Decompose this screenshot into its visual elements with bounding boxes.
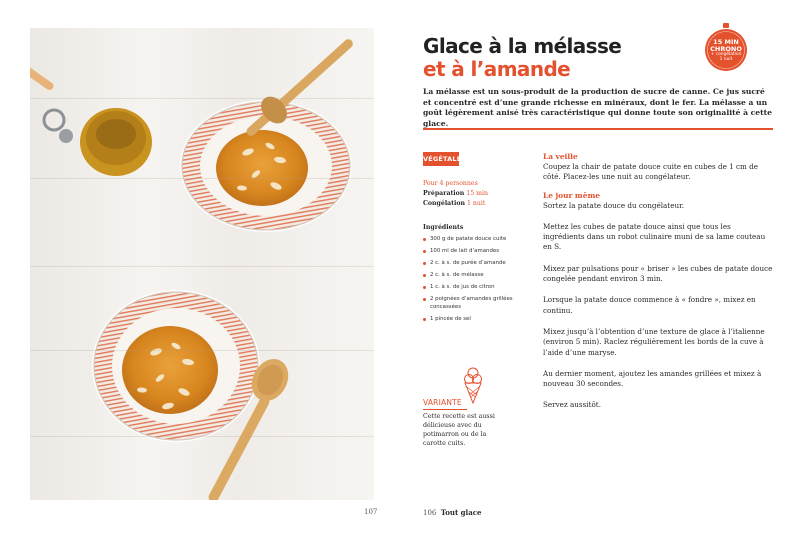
preparation-time: Préparation 15 min (423, 190, 488, 197)
step-heading: Le jour même (543, 190, 600, 200)
ice-cream-cone-icon (462, 366, 484, 404)
recipe-intro: La mélasse est un sous-produit de la production de sucre de canne. Ce jus sucré et concentré est d’une grande richesse en minéraux, dont le fer. La mélasse a un goût légèrement anisé très caractéristique qui donne toute son originalité à cette glace. (423, 87, 772, 128)
footer-book-title: Tout glace (440, 508, 482, 517)
bowl-top-right (180, 37, 355, 232)
ingredient-item: 100 ml de lait d’amandes (423, 247, 523, 255)
ingredient-item: 1 pincée de sel (423, 315, 523, 323)
ingredient-item: 2 c. à s. de purée d’amande (423, 259, 523, 267)
chrono-extra: + congélation (710, 52, 742, 57)
step-text: Mettez les cubes de patate douce ainsi que tous les ingrédients dans un robot culinaire muni de sa lame couteau en S. (543, 221, 766, 252)
page-footer (423, 508, 481, 517)
freezing-time: Congélation 1 nuit (423, 200, 486, 207)
recipe-title-line2: et à l’amande (423, 57, 571, 81)
step-text: Lorsque la patate douce commence à « fondre », mixez en continu. (543, 295, 756, 315)
chrono-time: 15 MIN (713, 38, 739, 46)
ingredient-item: 1 c. à s. de jus de citron (423, 283, 523, 291)
recipe-steps (543, 152, 773, 411)
variante-text: Cette recette est aussi délicieuse avec du potimarron ou de la carotte cuits. (423, 413, 495, 447)
footer-page-number: 106 (423, 509, 437, 517)
chrono-badge (701, 22, 751, 72)
step-text: Mixez jusqu’à l’obtention d’une texture de glace à l’italienne (environ 5 min). Raclez régulièrement les bords de la cuve à l’aide d’une maryse. (543, 326, 765, 357)
ingredient-item: 300 g de patate douce cuite (423, 235, 523, 243)
ingredients-title: Ingrédients (423, 224, 464, 231)
section-divider (423, 128, 773, 130)
ingredient-item: 2 poignées d’amandes grillées concassées (423, 295, 523, 311)
step-text: Servez aussitôt. (543, 400, 601, 410)
ice-cream-scoop-utensil (30, 64, 152, 176)
variante-title: VARIANTE (423, 398, 462, 407)
chrono-label: CHRONO (710, 44, 742, 53)
step-heading: La veille (543, 152, 578, 161)
servings: Pour 4 personnes (423, 180, 478, 187)
step-text: Coupez la chair de patate douce cuite en cubes de 1 cm de côté. Placez-les une nuit au congélateur. (543, 162, 758, 182)
recipe-photo (30, 28, 374, 500)
right-page (400, 0, 800, 539)
chrono-extra-duration: 1 nuit (719, 57, 733, 63)
ingredients-list (423, 235, 523, 327)
variante-divider (423, 409, 467, 410)
step-text: Sortez la patate douce du congélateur. (543, 200, 685, 210)
recipe-title-line1: Glace à la mélasse (423, 34, 622, 58)
page-number: 107 (364, 508, 378, 516)
vegetale-badge: VÉGÉTALE (423, 152, 459, 166)
step-text: Au dernier moment, ajoutez les amandes grillées et mixez à nouveau 30 secondes. (543, 368, 762, 389)
step-text: Mixez par pulsations pour « briser » les cubes de patate douce congelée pendant environ 3 min. (543, 263, 773, 284)
bowl-bottom-left (92, 290, 260, 442)
ingredient-item: 2 c. à s. de mélasse (423, 271, 523, 279)
